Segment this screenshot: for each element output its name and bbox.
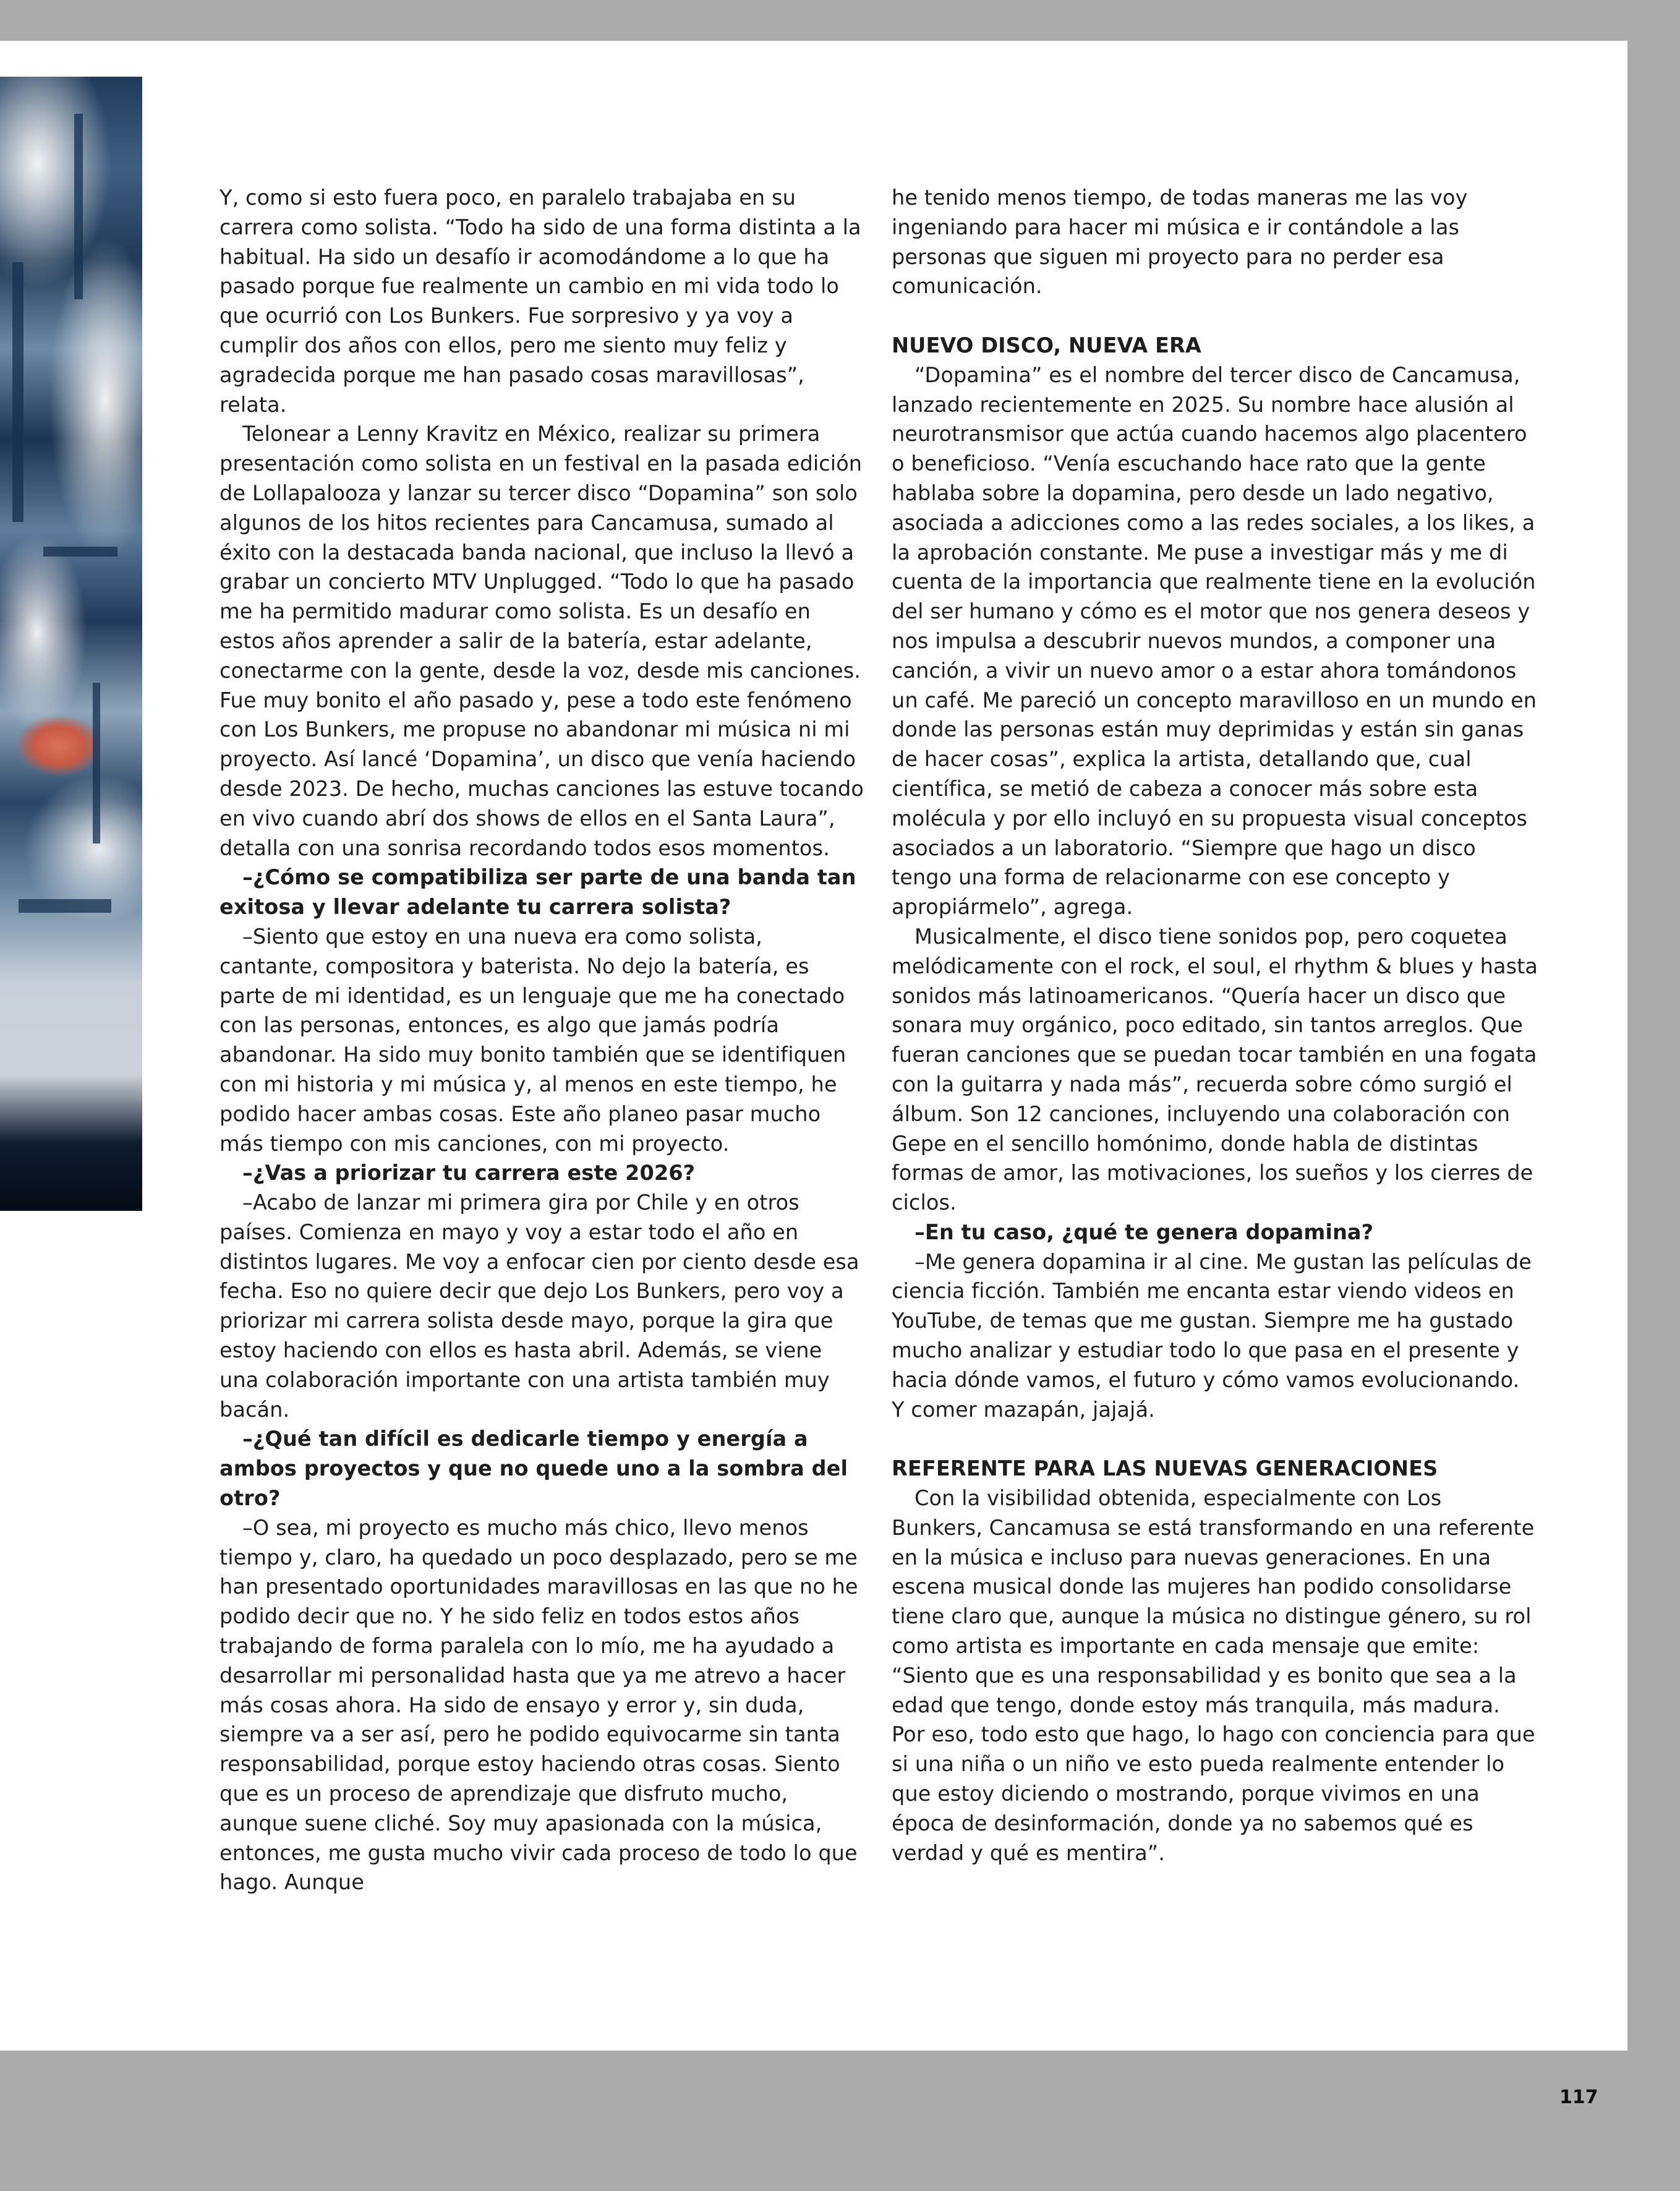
interview-question: –En tu caso, ¿qué te genera dopamina?: [915, 1219, 1374, 1244]
concert-photo-crop: [0, 77, 142, 1211]
interview-question: –¿Cómo se compatibiliza ser parte de una banda tan exitosa y llevar adelante tu carrera solista?: [220, 865, 856, 920]
paragraph: he tenido menos tiempo, de todas maneras me las voy ingeniando para hacer mi música e ir contándole a las personas que siguen mi proyecto para no perder esa comunicación.: [892, 186, 1468, 299]
paragraph: –Acabo de lanzar mi primera gira por Chile y en otros países. Comienza en mayo y voy a estar todo el año en distintos lugares. Me voy a enfocar cien por ciento desde esa fecha. Eso no quiere decir que dejo Los Bunkers, pero voy a priorizar mi carrera solista desde mayo, porque la gira que estoy haciendo con ellos es hasta abril. Además, se viene una colaboración importante con una artista también muy bacán.: [220, 1190, 859, 1422]
paragraph: Con la visibilidad obtenida, especialmente con Los Bunkers, Cancamusa se está transformando en una referente en la música e incluso para nuevas generaciones. En una escena musical donde las mujeres han podido consolidarse tiene claro que, aunque la música no distingue género, su rol como artista es importante en cada mensaje que emite: “Siento que es una responsabilidad y es bonito que sea a la edad que tengo, donde estoy más tranquila, más madura. Por eso, todo esto que hago, lo hago con conciencia para que si una niña o un niño ve esto pueda realmente entender lo que estoy diciendo o mostrando, porque vivimos en una época de desinformación, donde ya no sabemos qué es verdad y qué es mentira”.: [892, 1486, 1535, 1865]
paragraph: Telonear a Lenny Kravitz en México, realizar su primera presentación como solista en un festival en la pasada edición de Lollapalooza y lanzar su tercer disco “Dopamina” son solo algunos de los hitos recientes para Cancamusa, sumado al éxito con la destacada banda nacional, que incluso la llevó a grabar un concierto MTV Unplugged. “Todo lo que ha pasado me ha permitido madurar como solista. Es un desafío en estos años aprender a salir de la batería, estar adelante, conectarme con la gente, desde la voz, desde mis canciones. Fue muy bonito el año pasado y, pese a todo este fenómeno con Los Bunkers, me propuse no abandonar mi música ni mi proyecto. Así lancé ‘Dopamina’, un disco que venía haciendo desde 2023. De hecho, muchas canciones las estuve tocando en vivo cuando abrí dos shows de ellos en el Santa Laura”, detalla con una sonrisa recordando todos esos momentos.: [220, 422, 864, 860]
paragraph: –Siento que estoy en una nueva era como solista, cantante, compositora y baterista. No dejo la batería, es parte de mi identidad, es un lenguaje que me ha conectado con las personas, entonces, es algo que jamás podría abandonar. Ha sido muy bonito también que se identifiquen con mi historia y mi música y, al menos en este tiempo, he podido hacer ambas cosas. Este año planeo pasar mucho más tiempo con mis canciones, con mi proyecto.: [220, 924, 846, 1156]
paragraph: –Me genera dopamina ir al cine. Me gustan las películas de ciencia ficción. También me encanta estar viendo videos en YouTube, de temas que me gustan. Siempre me ha gustado mucho analizar y estudiar todo lo que pasa en el presente y hacia dónde vamos, el futuro y cómo vamos evolucionando. Y comer mazapán, jajajá.: [892, 1249, 1532, 1422]
paragraph: Musicalmente, el disco tiene sonidos pop, pero coquetea melódicamente con el rock, el soul, el rhythm & blues y hasta sonidos más latinoamericanos. “Quería hacer un disco que sonara muy orgánico, poco editado, sin tantos arreglos. Que fueran canciones que se puedan tocar también en una fogata con la guitarra y nada más”, recuerda sobre cómo surgió el álbum. Son 12 canciones, incluyendo una colaboración con Gepe en el sencillo homónimo, donde habla de distintas formas de amor, las motivaciones, los sueños y los cierres de ciclos.: [892, 924, 1538, 1215]
section-heading: NUEVO DISCO, NUEVA ERA: [892, 333, 1201, 357]
section-heading: REFERENTE PARA LAS NUEVAS GENERACIONES: [892, 1456, 1438, 1481]
paragraph: “Dopamina” es el nombre del tercer disco de Cancamusa, lanzado recientemente en 2025. Su nombre hace alusión al neurotransmisor que actúa cuando hacemos algo placentero o beneficioso. “Venía escuchando hace rato que la gente hablaba sobre la dopamina, pero desde un lado negativo, asociada a adicciones como a las redes sociales, a los likes, a la aprobación constante. Me puse a investigar más y me di cuenta de la importancia que realmente tiene en la evolución del ser humano y cómo es el motor que nos genera deseos y nos impulsa a descubrir nuevos mundos, a componer una canción, a vivir un nuevo amor o a estar ahora tomándonos un café. Me pareció un concepto maravilloso en un mundo en donde las personas están muy deprimidas y están sin ganas de hacer cosas”, explica la artista, detallando que, cual científica, se metió de cabeza a conocer más sobre esta molécula y por ello incluyó en su propuesta visual conceptos asociados a un laboratorio. “Siempre que hago un disco tengo una forma de relacionarme con ese concepto y apropiármelo”, agrega.: [892, 362, 1537, 920]
paragraph: Y, como si esto fuera poco, en paralelo trabajaba en su carrera como solista. “Todo ha sido de una forma distinta a la habitual. Ha sido un desafío ir acomodándome a lo que ha pasado porque fue realmente un cambio en mi vida todo lo que ocurrió con Los Bunkers. Fue sorpresivo y ya voy a cumplir dos años con ellos, pero me siento muy feliz y agradecida porque me han pasado cosas maravillosas”, relata.: [220, 186, 861, 417]
page-number: 117: [1559, 2086, 1598, 2108]
interview-question: –¿Vas a priorizar tu carrera este 2026?: [242, 1161, 696, 1185]
article-column-left: [220, 183, 866, 1897]
article-column-right: [892, 183, 1538, 1868]
interview-question: –¿Qué tan difícil es dedicarle tiempo y energía a ambos proyectos y que no quede uno a la sombra del otro?: [220, 1427, 848, 1511]
paragraph: –O sea, mi proyecto es mucho más chico, llevo menos tiempo y, claro, ha quedado un poco desplazado, pero se me han presentado oportunidades maravillosas en las que no he podido decir que no. Y he sido feliz en todos estos años trabajando de forma paralela con lo mío, me ha ayudado a desarrollar mi personalidad hasta que ya me atrevo a hacer más cosas ahora. Ha sido de ensayo y error y, sin duda, siempre va a ser así, pero he podido equivocarme sin tanta responsabilidad, porque estoy haciendo otras cosas. Siento que es un proceso de aprendizaje que disfruto mucho, aunque suene cliché. Soy muy apasionada con la música, entonces, me gusta mucho vivir cada proceso de todo lo que hago. Aunque: [220, 1515, 858, 1895]
